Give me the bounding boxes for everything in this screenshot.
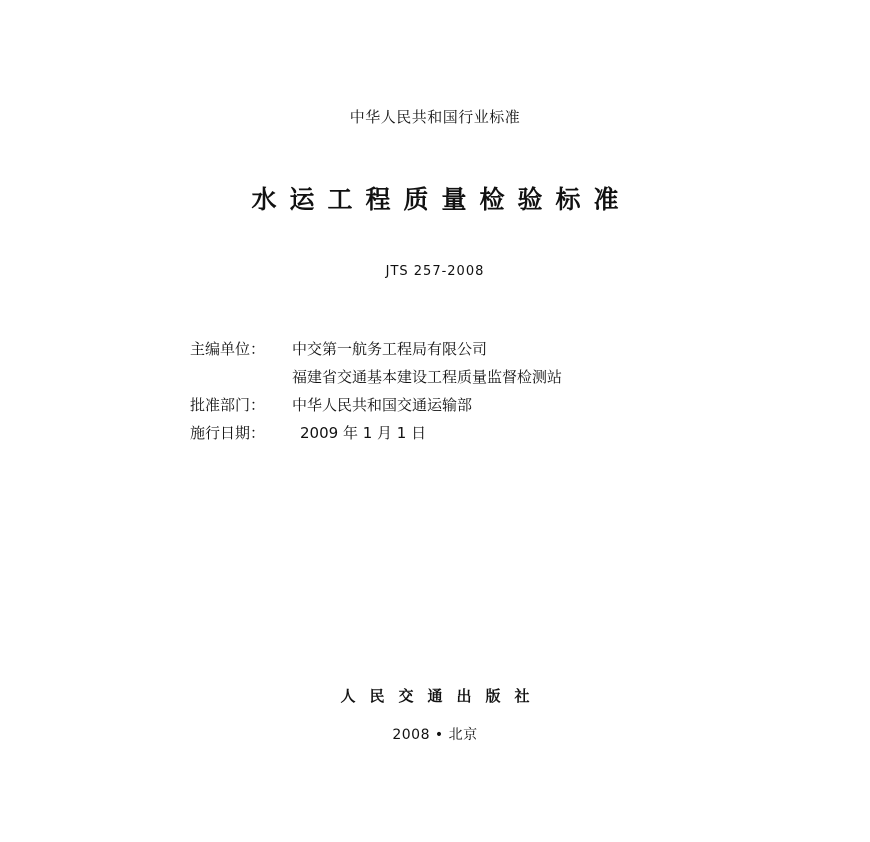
- approver-row: [190, 391, 562, 419]
- standard-code: JTS 257-2008: [385, 264, 485, 279]
- approver-value: 中华人民共和国交通运输部: [292, 396, 473, 414]
- editor-row: [190, 335, 562, 363]
- publication-year-place: 2008 • 北京: [392, 727, 478, 743]
- editor-org-secondary: 福建省交通基本建设工程质量监督检测站: [292, 368, 563, 386]
- publisher-name: 人民交通出版社: [340, 687, 544, 705]
- effective-date-row: [190, 419, 562, 447]
- document-title: 水运工程质量检验标准: [251, 185, 632, 214]
- approver-label: 批准部门：: [190, 396, 266, 414]
- editor-label: 主编单位：: [190, 340, 266, 358]
- editor-org-primary: 中交第一航务工程局有限公司: [292, 340, 488, 358]
- document-info-block: [190, 335, 562, 447]
- editor-row-secondary: [190, 363, 562, 391]
- effective-date-label: 施行日期：: [190, 424, 266, 442]
- effective-date-value: 2009 年 1 月 1 日: [300, 424, 427, 442]
- standard-category: 中华人民共和国行业标准: [349, 108, 521, 126]
